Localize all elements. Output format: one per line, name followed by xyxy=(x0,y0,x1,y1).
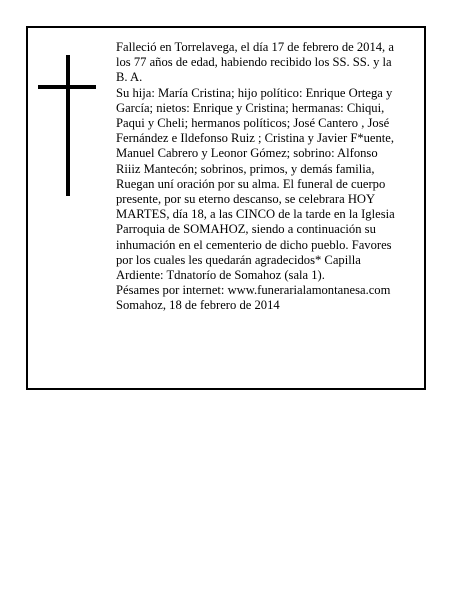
condolences-url-line: Pésames por internet: www.funerarialamontanesa.com xyxy=(116,283,391,298)
notice-line: Falleció en Torrelavega, el día 17 de febrero de 2014, a xyxy=(116,40,394,54)
notice-line: MARTES, día 18, a las CINCO de la tarde en la Iglesia xyxy=(116,207,395,222)
notice-line: por los cuales les quedarán agradecidos* Capilla xyxy=(116,252,361,267)
notice-line: Su hija: María Cristina; hijo político: Enrique Ortega y xyxy=(116,85,393,100)
notice-line: Ruegan uní oración por su alma. El funeral de cuerpo xyxy=(116,176,386,191)
notice-line: Parroquia de SOMAHOZ, siendo a continuación su xyxy=(116,222,376,237)
cross-vertical-bar xyxy=(66,55,70,196)
notice-line: Ardiente: Tdnatorío de Somahoz (sala 1). xyxy=(116,268,325,283)
notice-line: García; nietos: Enrique y Cristina; hermanas: Chiqui, xyxy=(116,100,385,115)
notice-line: los 77 años de edad, habiendo recibido los SS. SS. y la xyxy=(116,55,392,70)
cross-horizontal-bar xyxy=(38,85,96,89)
notice-line: Paqui y Cheli; hermanos políticos; José Cantero , José xyxy=(116,116,390,131)
notice-line: B. A. xyxy=(116,70,143,85)
notice-line: Fernández e Ildefonso Ruiz ; Cristina y Javier F*uente, xyxy=(116,131,395,146)
notice-line: inhumación en el cementerio de dicho pueblo. Favores xyxy=(116,237,392,252)
place-date-line: Somahoz, 18 de febrero de 2014 xyxy=(116,298,280,313)
notice-line: Riiiz Mantecón; sobrinos, primos, y demás familia, xyxy=(116,161,375,176)
obituary-text xyxy=(116,40,418,314)
notice-line: presente, por su eterno descanso, se celebrara HOY xyxy=(116,192,376,207)
notice-line: Manuel Cabrero y Leonor Gómez; sobrino: Alfonso xyxy=(116,146,378,161)
